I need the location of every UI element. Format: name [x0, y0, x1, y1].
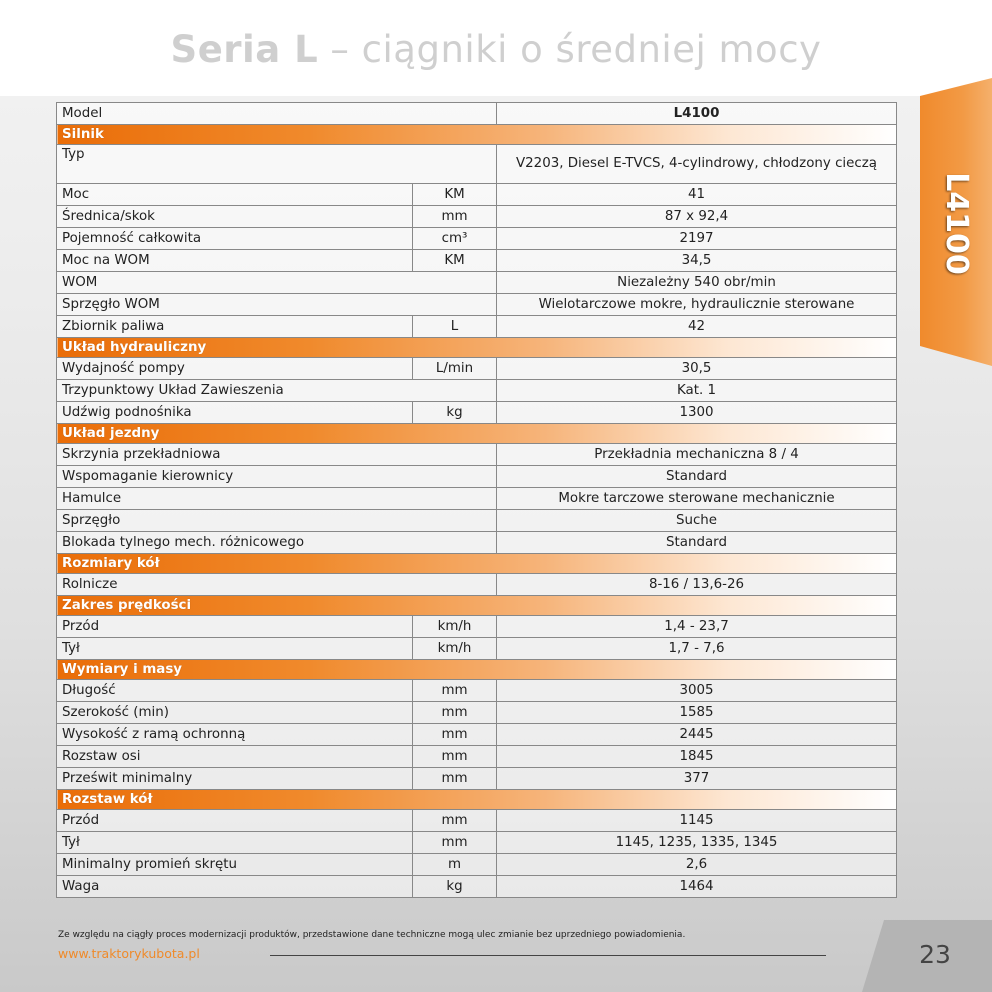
section-header-rozstaw-kol	[57, 790, 897, 810]
spec-label: Blokada tylnego mech. różnicowego	[57, 532, 497, 554]
spec-row	[57, 316, 897, 338]
spec-label: Typ	[57, 145, 497, 184]
spec-label: Wspomaganie kierownicy	[57, 466, 497, 488]
spec-unit: L	[413, 316, 497, 338]
title-subtitle: – ciągniki o średniej mocy	[318, 28, 822, 71]
spec-unit: m	[413, 854, 497, 876]
spec-unit: km/h	[413, 638, 497, 660]
section-title: Zakres prędkości	[57, 596, 897, 616]
spec-label: Szerokość (min)	[57, 702, 413, 724]
spec-unit: mm	[413, 206, 497, 228]
model-side-tab-label: L4100	[938, 171, 974, 275]
model-label: Model	[57, 103, 497, 125]
spec-label: Długość	[57, 680, 413, 702]
spec-row	[57, 532, 897, 554]
spec-value: Przekładnia mechaniczna 8 / 4	[497, 444, 897, 466]
spec-value: 1585	[497, 702, 897, 724]
page-number: 23	[919, 940, 951, 969]
spec-label: Waga	[57, 876, 413, 898]
spec-unit: mm	[413, 702, 497, 724]
spec-row	[57, 488, 897, 510]
spec-value: Standard	[497, 532, 897, 554]
spec-row	[57, 380, 897, 402]
spec-label: Moc	[57, 184, 413, 206]
spec-label: Tył	[57, 832, 413, 854]
section-title: Rozmiary kół	[57, 554, 897, 574]
spec-value: Wielotarczowe mokre, hydraulicznie sterowane	[497, 294, 897, 316]
model-value: L4100	[497, 103, 897, 125]
spec-row	[57, 702, 897, 724]
spec-label: Tył	[57, 638, 413, 660]
spec-value: Standard	[497, 466, 897, 488]
spec-value: 30,5	[497, 358, 897, 380]
section-header-zakres-predkosci	[57, 596, 897, 616]
spec-value: V2203, Diesel E-TVCS, 4-cylindrowy, chłodzony cieczą	[497, 145, 897, 184]
spec-row	[57, 876, 897, 898]
spec-value: Kat. 1	[497, 380, 897, 402]
spec-label: Średnica/skok	[57, 206, 413, 228]
spec-value: 2197	[497, 228, 897, 250]
spec-table-body	[57, 103, 897, 898]
spec-row	[57, 746, 897, 768]
spec-value: 1845	[497, 746, 897, 768]
spec-unit: KM	[413, 184, 497, 206]
spec-unit: km/h	[413, 616, 497, 638]
spec-label: Minimalny promień skrętu	[57, 854, 413, 876]
section-title: Układ hydrauliczny	[57, 338, 897, 358]
spec-value: 1,4 - 23,7	[497, 616, 897, 638]
spec-label: Wysokość z ramą ochronną	[57, 724, 413, 746]
spec-label: Sprzęgło	[57, 510, 497, 532]
spec-label: Pojemność całkowita	[57, 228, 413, 250]
spec-row	[57, 228, 897, 250]
spec-unit: mm	[413, 810, 497, 832]
spec-label: Sprzęgło WOM	[57, 294, 497, 316]
spec-row	[57, 724, 897, 746]
spec-unit: KM	[413, 250, 497, 272]
spec-value: 1300	[497, 402, 897, 424]
spec-row	[57, 272, 897, 294]
spec-label: Przód	[57, 810, 413, 832]
section-header-rozmiary-kol	[57, 554, 897, 574]
spec-value: 2445	[497, 724, 897, 746]
spec-unit: kg	[413, 876, 497, 898]
spec-unit: mm	[413, 724, 497, 746]
spec-row	[57, 616, 897, 638]
spec-label: Udźwig podnośnika	[57, 402, 413, 424]
footer-rule	[270, 955, 826, 956]
spec-label: Przód	[57, 616, 413, 638]
section-header-silnik	[57, 125, 897, 145]
section-title: Układ jezdny	[57, 424, 897, 444]
spec-value: Niezależny 540 obr/min	[497, 272, 897, 294]
section-header-wymiary-i-masy	[57, 660, 897, 680]
spec-row	[57, 402, 897, 424]
page-title	[0, 28, 992, 71]
spec-value: 2,6	[497, 854, 897, 876]
spec-value: Suche	[497, 510, 897, 532]
spec-row	[57, 358, 897, 380]
spec-row	[57, 854, 897, 876]
spec-label: Skrzynia przekładniowa	[57, 444, 497, 466]
spec-label: Trzypunktowy Układ Zawieszenia	[57, 380, 497, 402]
spec-row	[57, 294, 897, 316]
spec-label: Rozstaw osi	[57, 746, 413, 768]
title-series: Seria L	[170, 28, 319, 71]
spec-unit: cm³	[413, 228, 497, 250]
spec-row	[57, 832, 897, 854]
spec-unit: mm	[413, 768, 497, 790]
spec-value: 41	[497, 184, 897, 206]
spec-value: 8-16 / 13,6-26	[497, 574, 897, 596]
spec-row	[57, 574, 897, 596]
website-link[interactable]: www.traktorykubota.pl	[58, 946, 200, 961]
spec-row	[57, 466, 897, 488]
spec-unit: L/min	[413, 358, 497, 380]
spec-unit: mm	[413, 680, 497, 702]
model-row	[57, 103, 897, 125]
spec-unit: mm	[413, 746, 497, 768]
spec-value: 377	[497, 768, 897, 790]
spec-value: 1145	[497, 810, 897, 832]
spec-label: Moc na WOM	[57, 250, 413, 272]
section-header-uklad-hydrauliczny	[57, 338, 897, 358]
spec-value: 42	[497, 316, 897, 338]
section-title: Wymiary i masy	[57, 660, 897, 680]
section-title: Silnik	[57, 125, 897, 145]
spec-row	[57, 510, 897, 532]
disclaimer-note: Ze względu na ciągły proces modernizacji produktów, przedstawione dane techniczne mogą ulec zmianie bez uprzedniego powiadomienia.	[58, 930, 686, 940]
spec-unit: mm	[413, 832, 497, 854]
spec-table	[56, 102, 897, 898]
spec-value: Mokre tarczowe sterowane mechanicznie	[497, 488, 897, 510]
spec-value: 1145, 1235, 1335, 1345	[497, 832, 897, 854]
spec-row	[57, 184, 897, 206]
spec-label: Rolnicze	[57, 574, 497, 596]
spec-value: 87 x 92,4	[497, 206, 897, 228]
spec-row	[57, 444, 897, 466]
spec-label: Hamulce	[57, 488, 497, 510]
spec-row	[57, 250, 897, 272]
spec-label: WOM	[57, 272, 497, 294]
spec-value: 1464	[497, 876, 897, 898]
spec-value: 1,7 - 7,6	[497, 638, 897, 660]
spec-row	[57, 638, 897, 660]
spec-row	[57, 680, 897, 702]
spec-row	[57, 206, 897, 228]
spec-label: Prześwit minimalny	[57, 768, 413, 790]
section-header-uklad-jezdny	[57, 424, 897, 444]
spec-label: Zbiornik paliwa	[57, 316, 413, 338]
model-side-tab-label-wrap	[918, 158, 992, 288]
section-title: Rozstaw kół	[57, 790, 897, 810]
spec-unit: kg	[413, 402, 497, 424]
spec-value: 34,5	[497, 250, 897, 272]
spec-row	[57, 810, 897, 832]
spec-value: 3005	[497, 680, 897, 702]
spec-row	[57, 145, 897, 184]
spec-label: Wydajność pompy	[57, 358, 413, 380]
spec-row	[57, 768, 897, 790]
